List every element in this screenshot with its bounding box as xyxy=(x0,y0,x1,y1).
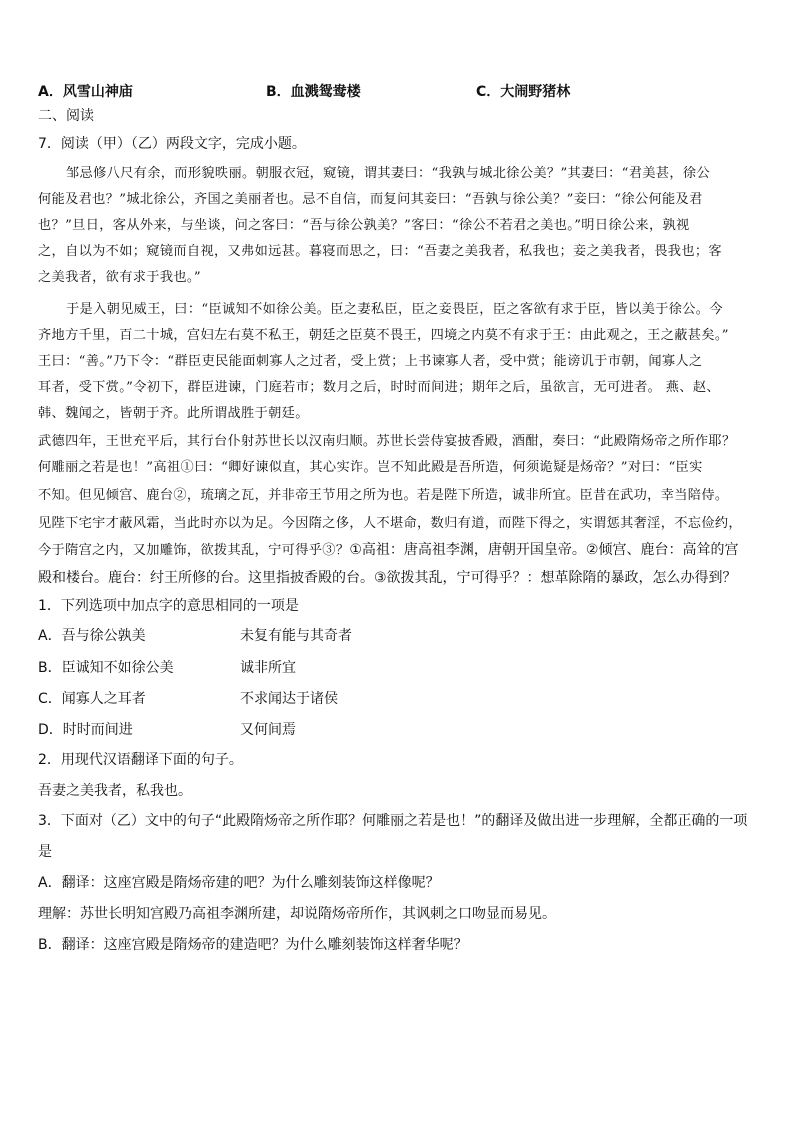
option-label: D．时时而间进 xyxy=(38,722,133,738)
q6-option-a: A．风雪山神庙 xyxy=(38,84,133,100)
passage-yi-line: 今于隋宫之内，又加雕饰，欲拨其乱，宁可得乎③？ xyxy=(38,543,350,558)
q2-stem: 2．用现代汉语翻译下面的句子。 xyxy=(38,752,243,768)
q1-stem: 1．下列选项中加点字的意思相同的一项是 xyxy=(38,598,299,614)
passage-jia-line: 王曰：“善。”乃下令：“群臣吏民能面刺寡人之过者，受上赏；上书谏寡人者，受中赏；能谤讥于市朝，闻寡人之 xyxy=(38,354,703,369)
passage-jia-line: 何能及君也？”城北徐公，齐国之美丽者也。忌不自信，而复问其妾曰：“吾孰与徐公美？”妾曰：“徐公何能及君 xyxy=(38,192,703,207)
passage-jia-line: 耳者，受下赏。”令初下，群臣进谏，门庭若市；数月之后，时时而间进；期年之后，虽欲言，无可进者。 燕、赵、 xyxy=(38,380,720,395)
passage-jia-line: 也？”旦日，客从外来，与坐谈，问之客曰：“吾与徐公孰美？”客曰：“徐公不若君之美也。”明日徐公来，孰视 xyxy=(38,218,690,233)
passage-jia-line: 之，自以为不如；窥镜而自视，又弗如远甚。暮寝而思之，曰：“吾妻之美我者，私我也；妾之美我者，畏我也；客 xyxy=(38,244,722,259)
section-heading: 二、阅读 xyxy=(38,108,94,124)
q1-option-a xyxy=(38,626,352,646)
q3-option-a-understanding: 理解：苏世长明知宫殿乃高祖李渊所建，却说隋炀帝所作，其讽刺之口吻显而易见。 xyxy=(38,906,556,922)
option-pair: 又何间焉 xyxy=(240,722,296,738)
q3-option-b-translation: B．翻译：这座宫殿是隋炀帝的建造吧？为什么雕刻装饰这样奢华呢？ xyxy=(38,937,468,953)
option-label: B．臣诚知不如徐公美 xyxy=(38,660,174,676)
passage-yi-line: 不知。但见倾宫、鹿台②，琉璃之瓦，并非帝王节用之所为也。若是陛下所造，诚非所宜。臣昔在武功，幸当陪侍。 xyxy=(38,488,729,503)
option-label: A．吾与徐公孰美 xyxy=(38,628,146,644)
passage-jia-line: 韩、魏闻之，皆朝于齐。此所谓战胜于朝廷。 xyxy=(38,406,309,421)
passage-yi-line: 武德四年，王世充平后，其行台仆射苏世长以汉南归顺。苏世长尝侍宴披香殿，酒酣，奏曰：“此殿隋炀帝之所作耶？ xyxy=(38,434,736,449)
passage-jia-line: 邹忌修八尺有余，而形貌昳丽。朝服衣冠，窥镜，谓其妻曰：“我孰与城北徐公美？”其妻曰：“君美甚，徐公 xyxy=(66,166,710,181)
q2-sentence: 吾妻之美我者，私我也。 xyxy=(38,783,192,799)
option-pair: 不求闻达于诸侯 xyxy=(240,691,338,707)
passage-jia-line: 齐地方千里，百二十城，宫妇左右莫不私王，朝廷之臣莫不畏王，四境之内莫不有求于王：由此观之，王之蔽甚矣。” xyxy=(38,328,729,343)
passage-jia-line: 之美我者，欲有求于我也。” xyxy=(38,270,201,285)
q1-option-d xyxy=(38,720,296,740)
q3-option-a-translation: A．翻译：这座宫殿是隋炀帝建的吧？为什么雕刻装饰这样像呢？ xyxy=(38,875,440,891)
q3-stem-continued: 是 xyxy=(38,844,52,860)
option-pair: 未复有能与其奇者 xyxy=(240,628,352,644)
passage-yi-notes-row xyxy=(38,540,738,561)
q6-options-row xyxy=(38,82,571,102)
option-pair: 诚非所宜 xyxy=(240,660,296,676)
q3-stem: 3．下面对（乙）文中的句子“此殿隋炀帝之所作耶？何雕丽之若是也！”的翻译及做出进一步理解，全都正确的一项 xyxy=(38,813,748,829)
passage-yi-line: 见陛下宅宇才蔽风霜，当此时亦以为足。今因隋之侈，人不堪命，数归有道，而陛下得之，实谓惩其奢淫，不忘俭约， xyxy=(38,516,742,531)
footnotes-line: 殿和楼台。鹿台：纣王所修的台。这里指披香殿的台。③欲拨其乱，宁可得乎？：想革除隋的暴政，怎么办得到？ xyxy=(38,570,737,586)
footnotes-line: ①高祖：唐高祖李渊，唐朝开国皇帝。②倾宫、鹿台：高耸的宫 xyxy=(349,542,739,558)
q6-option-c: C．大闹野猪林 xyxy=(476,84,571,100)
q6-option-b: B．血溅鸳鸯楼 xyxy=(266,84,361,100)
passage-yi-line: 何雕丽之若是也！”高祖①曰：“卿好谏似直，其心实诈。岂不知此殿是吾所造，何须诡疑是炀帝？”对曰：“臣实 xyxy=(38,460,703,475)
q1-option-b xyxy=(38,658,296,678)
q7-prompt: 7．阅读（甲）（乙）两段文字，完成小题。 xyxy=(38,136,306,152)
passage-jia-line: 于是入朝见威王，曰：“臣诚知不如徐公美。臣之妻私臣，臣之妾畏臣，臣之客欲有求于臣，皆以美于徐公。今 xyxy=(66,302,723,317)
q1-option-c xyxy=(38,689,338,709)
option-label: C．闻寡人之耳者 xyxy=(38,691,146,707)
